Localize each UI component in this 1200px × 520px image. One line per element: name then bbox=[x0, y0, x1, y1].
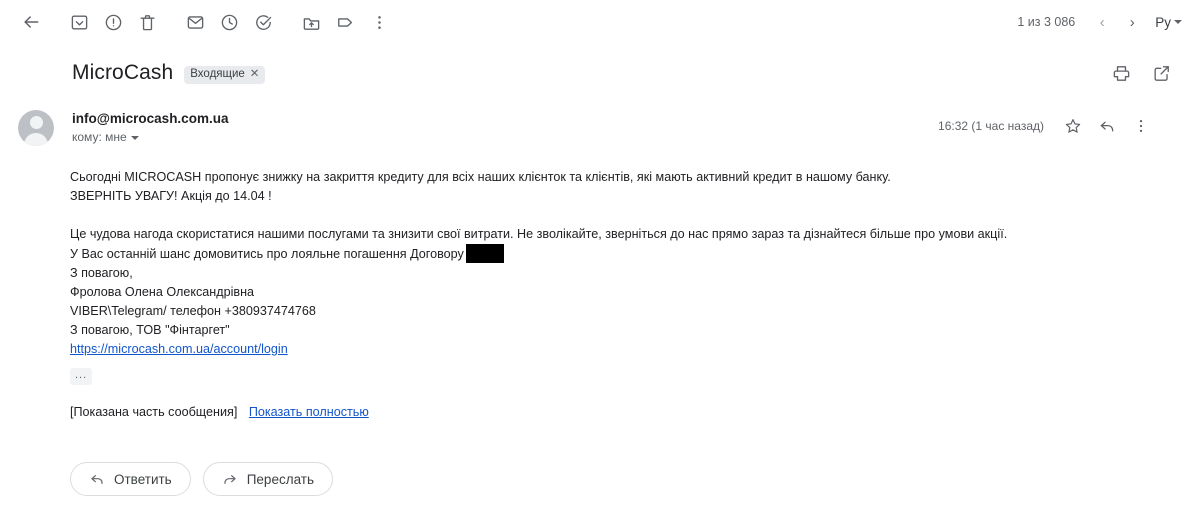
more-options-icon[interactable] bbox=[362, 5, 396, 39]
forward-button[interactable] bbox=[203, 462, 333, 496]
message-timestamp: 16:32 (1 час назад) bbox=[938, 119, 1044, 133]
chevron-down-icon bbox=[1174, 20, 1182, 24]
show-full-message-link[interactable]: Показать полностью bbox=[248, 405, 369, 419]
move-to-icon[interactable] bbox=[294, 5, 328, 39]
body-paragraph-2-text: У Вас останній шанс домовитись про лояльне погашення Договору bbox=[70, 247, 464, 261]
print-icon[interactable] bbox=[1104, 56, 1138, 90]
delete-icon[interactable] bbox=[130, 5, 164, 39]
redaction-block bbox=[466, 244, 504, 263]
signature-line-2: Фролова Олена Олександрівна bbox=[70, 285, 255, 299]
recipient-label: кому: мне bbox=[72, 130, 127, 144]
signature-line-1: З повагою, bbox=[70, 266, 133, 280]
pager-count: 1 из 3 086 bbox=[1017, 15, 1076, 29]
body-paragraph-2-line-1: Це чудова нагода скористатися нашими послугами та знизити свої витрати. Не зволікайте, зверніться до нас прямо зараз та дізнайтеся більше про умови акції. bbox=[70, 227, 1008, 241]
trimmed-message-text: [Показана часть сообщения] bbox=[70, 405, 238, 419]
body-paragraph-2-line-2 bbox=[70, 244, 1160, 264]
signature-line-4: З повагою, ТОВ "Фінтаргет" bbox=[70, 323, 230, 337]
forward-button-label: Переслать bbox=[246, 471, 315, 487]
subject-actions bbox=[1104, 56, 1178, 90]
message-body bbox=[70, 168, 1160, 422]
reply-button-label: Ответить bbox=[114, 471, 172, 487]
chevron-down-icon[interactable] bbox=[131, 136, 139, 140]
add-task-icon[interactable] bbox=[246, 5, 280, 39]
subject-row bbox=[0, 44, 1200, 90]
snooze-icon[interactable] bbox=[212, 5, 246, 39]
labels-icon[interactable] bbox=[328, 5, 362, 39]
signature-link-line bbox=[70, 340, 1160, 359]
recipient-line bbox=[72, 130, 938, 144]
forward-icon bbox=[222, 471, 238, 487]
star-icon[interactable] bbox=[1058, 111, 1088, 141]
label-chip-text: Входящие bbox=[190, 68, 245, 81]
more-options-icon[interactable] bbox=[1126, 111, 1156, 141]
reply-button[interactable] bbox=[70, 462, 191, 496]
body-paragraph-1-line-1: Сьогодні MICROCASH пропонує знижку на закриття кредиту для всіх наших клієнток та клієнтів, які мають активний кредит в нашому банку. bbox=[70, 170, 891, 184]
trimmed-message-notice bbox=[70, 403, 1160, 422]
sender-block bbox=[72, 110, 938, 144]
pager-prev-button[interactable]: ‹ bbox=[1099, 13, 1105, 31]
input-language-toggle[interactable] bbox=[1155, 15, 1182, 30]
back-arrow-icon[interactable] bbox=[14, 5, 48, 39]
reply-icon[interactable] bbox=[1092, 111, 1122, 141]
sender-email[interactable]: info@microcash.com.ua bbox=[72, 111, 229, 126]
archive-icon[interactable] bbox=[62, 5, 96, 39]
account-login-link[interactable]: https://microcash.com.ua/account/login bbox=[70, 342, 288, 356]
message-header bbox=[0, 90, 1178, 146]
message bbox=[0, 90, 1200, 496]
body-paragraph-1-line-2: ЗВЕРНІТЬ УВАГУ! Акція до 14.04 ! bbox=[70, 189, 272, 203]
page-title: MicroCash bbox=[72, 61, 174, 84]
input-language-label: Ру bbox=[1155, 14, 1171, 30]
avatar bbox=[18, 110, 54, 146]
label-chip-inbox[interactable] bbox=[184, 66, 265, 84]
signature-line-3: VIBER\Telegram/ телефон +380937474768 bbox=[70, 304, 316, 318]
close-icon[interactable]: ✕ bbox=[249, 68, 260, 81]
expand-quoted-text-button[interactable]: ... bbox=[70, 368, 92, 385]
toolbar bbox=[0, 0, 1200, 44]
pager bbox=[1017, 7, 1147, 37]
body-spacer bbox=[70, 206, 1160, 225]
message-header-actions bbox=[938, 110, 1156, 141]
mark-unread-icon[interactable] bbox=[178, 5, 212, 39]
open-in-new-window-icon[interactable] bbox=[1144, 56, 1178, 90]
message-actions bbox=[70, 462, 1178, 496]
reply-icon bbox=[89, 471, 105, 487]
report-spam-icon[interactable] bbox=[96, 5, 130, 39]
pager-next-button[interactable]: › bbox=[1129, 13, 1135, 31]
